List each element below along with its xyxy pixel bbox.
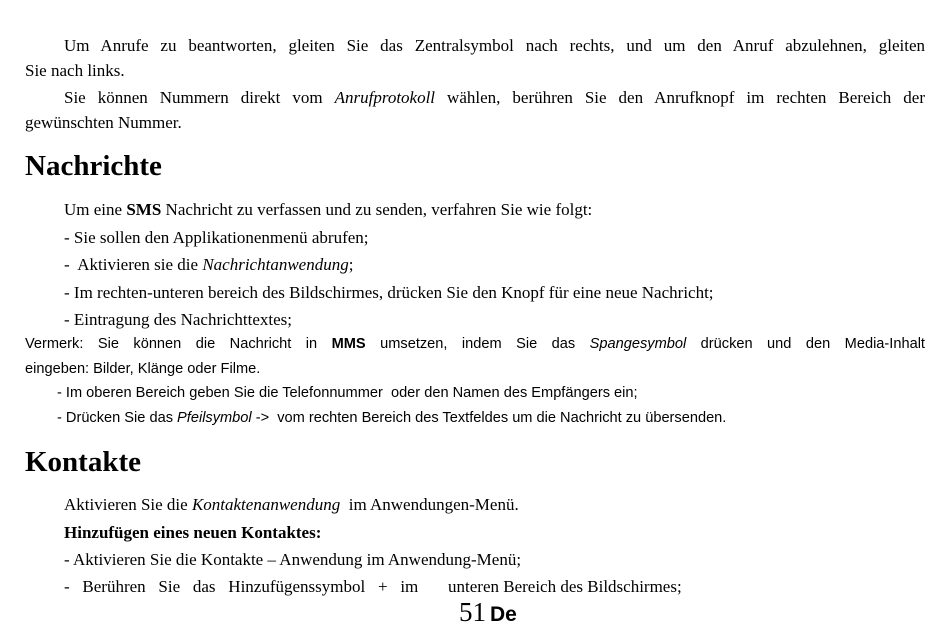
messages-note-bold: MMS [331,336,366,352]
messages-intro-text-a: Um eine [64,200,127,219]
messages-step-2-text-b: ; [348,255,354,274]
messages-heading: Nachrichte [25,150,162,182]
messages-step-2-italic: Nachrichtanwendung [202,255,349,274]
contacts-step-2: - Berühren Sie das Hinzufügenssymbol + im unteren Bereich des Bildschirmes; [64,577,682,596]
page-footer [459,597,517,628]
language-code: De [490,603,517,626]
messages-note-text-c: drücken und den Media-Inhalt [686,336,925,352]
contacts-subheading: Hinzufügen eines neuen Kontaktes: [64,523,322,542]
contacts-intro [64,495,519,515]
messages-intro-bold: SMS [126,200,162,219]
messages-intro-text-b: Nachricht zu verfassen und zu senden, verfahren Sie wie folgt: [161,200,593,219]
intro-p2-italic: Anrufprotokoll [334,88,436,107]
messages-note-text-a: Vermerk: Sie können die Nachricht in [25,336,332,352]
messages-note-line-2: eingeben: Bilder, Klänge oder Filme. [25,361,261,377]
intro-paragraph-2-line-1 [64,88,925,108]
contacts-step-1: - Aktivieren Sie die Kontakte – Anwendung im Anwendung-Menü; [64,550,522,569]
messages-note-italic: Spangesymbol [589,336,687,352]
messages-step-4: - Eintragung des Nachrichttextes; [64,310,293,329]
messages-intro [64,200,592,220]
intro-paragraph-2-line-2: gewünschten Nummer. [25,113,182,132]
contacts-heading: Kontakte [25,446,141,478]
page-number: 51 [459,597,486,627]
messages-step-2-text-a: - Aktivieren sie die [64,255,203,274]
messages-step-5: - Im oberen Bereich geben Sie die Telefonnummer oder den Namen des Empfängers ein; [57,385,638,401]
messages-step-3: - Im rechten-unteren bereich des Bildschirmes, drücken Sie den Knopf für eine neue Nachricht; [64,283,714,302]
messages-note-text-b: umsetzen, indem Sie das [365,336,590,352]
contacts-intro-italic: Kontaktenanwendung [191,495,341,514]
messages-step-1: - Sie sollen den Applikationenmenü abrufen; [64,228,369,247]
intro-paragraph-1-line-2: Sie nach links. [25,61,125,80]
intro-paragraph-1-line-1: Um Anrufe zu beantworten, gleiten Sie das Zentralsymbol nach rechts, und um den Anruf abzulehnen, gleiten [64,36,925,55]
messages-step-6-text-a: - Drücken Sie das [57,410,178,426]
intro-p2-text-b: wählen, berühren Sie den Anrufknopf im rechten Bereich der [435,88,925,107]
messages-step-6-italic: Pfeilsymbol [177,410,252,426]
messages-step-2 [64,255,353,275]
intro-p2-text-a: Sie können Nummern direkt vom [64,88,335,107]
messages-step-6-text-b: -> vom rechten Bereich des Textfeldes um die Nachricht zu übersenden. [251,410,727,426]
messages-note-line-1 [25,336,925,352]
contacts-intro-text-b: im Anwendungen-Menü. [340,495,519,514]
contacts-intro-text-a: Aktivieren Sie die [64,495,192,514]
messages-step-6 [57,410,726,426]
